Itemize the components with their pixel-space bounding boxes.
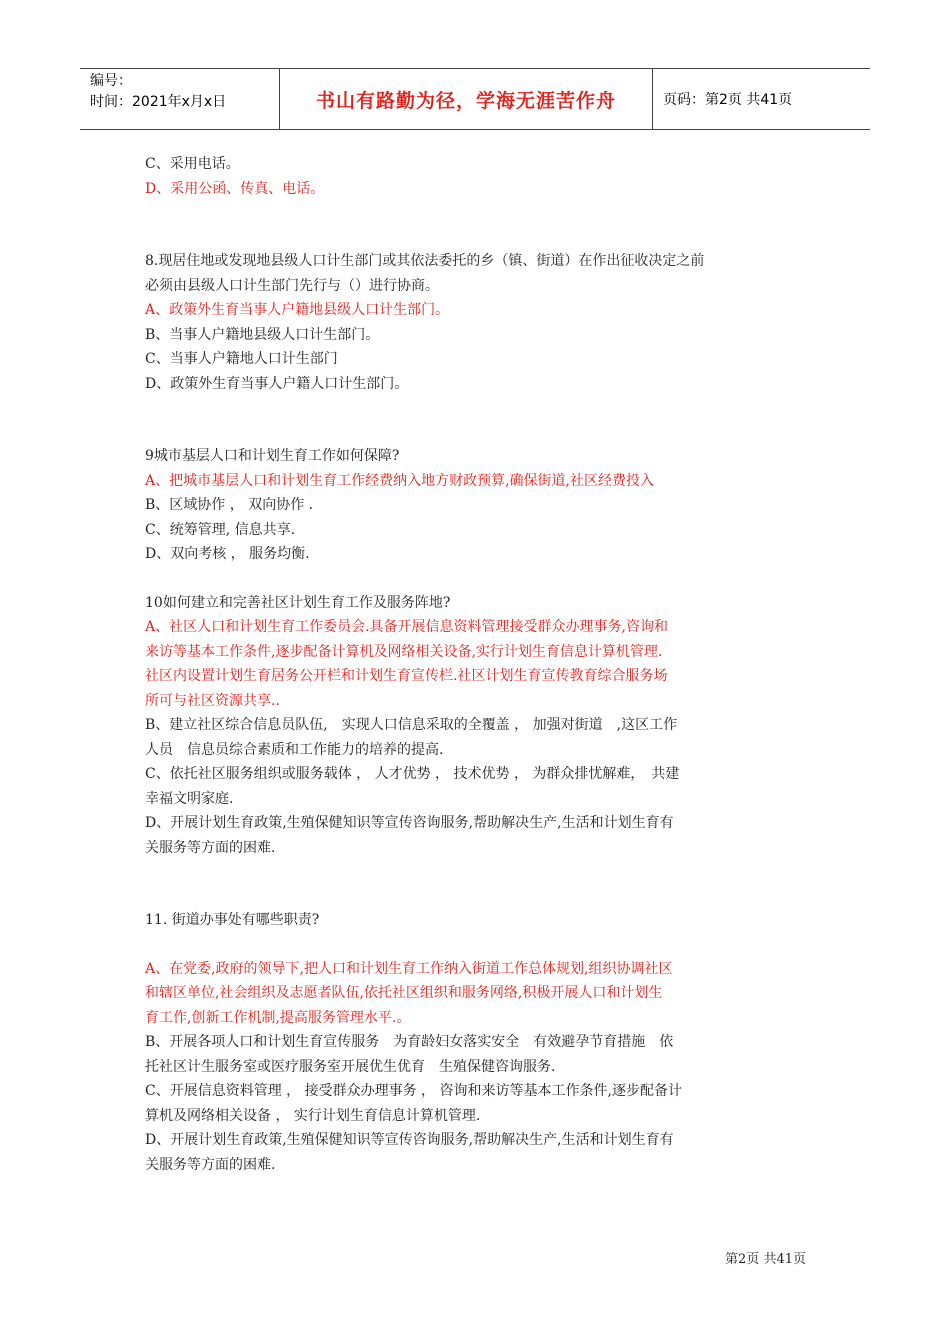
q9-option-b: B、区域协作 ， 双向协作 . [145, 497, 314, 513]
q11-option-c-line2: 算机及网络相关设备 ， 实行计划生育信息计算机管理. [145, 1107, 481, 1124]
q9-option-c: C、统筹管理, 信息共享. [145, 521, 296, 538]
q10-option-b-line1: B、建立社区综合信息员队伍, 实现人口信息采取的全覆盖 ， 加强对街道 ,这区工作 [145, 717, 678, 733]
page-footer: 第2页 共41页 [725, 1252, 806, 1267]
q8-option-d: D、政策外生育当事人户籍人口计生部门。 [145, 375, 409, 392]
q7-option-c: C、采用电话。 [145, 156, 240, 172]
header-page-info: 页码：第2页 共41页 [663, 92, 793, 108]
q11-option-a-line3: 育工作,创新工作机制,提高服务管理水平.。 [145, 1009, 411, 1026]
page-header [80, 68, 870, 130]
code-label: 编号： [90, 73, 132, 89]
q11-option-d-line2: 关服务等方面的困难. [145, 1156, 276, 1173]
q11-option-b-line1: B、开展各项人口和计划生育宣传服务 为育龄妇女落实安全 有效避孕节育措施 依 [145, 1034, 674, 1050]
q9-option-d: D、双向考核 ， 服务均衡. [145, 546, 310, 562]
q10-option-a-line4: 所可与社区资源共享.. [145, 692, 280, 709]
q10-stem: 10如何建立和完善社区计划生育工作及服务阵地? [145, 594, 451, 611]
q8-stem-line1: 8.现居住地或发现地县级人口计生部门或其依法委托的乡（镇、街道）在作出征收决定之前 [145, 253, 705, 269]
header-motto: 书山有路勤为径，学海无涯苦作舟 [280, 69, 653, 129]
q7-option-d-answer: D、采用公函、传真、电话。 [145, 180, 325, 197]
q10-option-d-line1: D、开展计划生育政策,生殖保健知识等宣传咨询服务,帮助解决生产,生活和计划生育有 [145, 815, 674, 831]
q9-option-a-answer: A、把城市基层人口和计划生育工作经费纳入地方财政预算,确保街道,社区经费投入 [145, 472, 655, 489]
q10-option-b-line2: 人员 信息员综合素质和工作能力的培养的提高. [145, 741, 444, 758]
q10-option-a-line1: A、社区人口和计划生育工作委员会.具备开展信息资料管理接受群众办理事务,咨询和 [145, 619, 669, 635]
q8-option-c: C、当事人户籍地人口计生部门 [145, 351, 338, 367]
q11-option-b-line2: 托社区计生服务室或医疗服务室开展优生优育 生殖保健咨询服务. [145, 1058, 556, 1075]
q11-option-c-line1: C、开展信息资料管理 ， 接受群众办理事务 ， 咨询和来访等基本工作条件,逐步配备计 [145, 1083, 682, 1099]
header-meta [80, 69, 280, 129]
q10-option-c-line1: C、依托社区服务组织或服务载体 ， 人才优势 ， 技术优势 ， 为群众排忧解难， 共建 [145, 766, 680, 782]
q11-option-d-line1: D、开展计划生育政策,生殖保健知识等宣传咨询服务,帮助解决生产,生活和计划生育有 [145, 1132, 674, 1148]
time-label: 时间：2021年x月x日 [90, 94, 227, 110]
q10-option-a-line2: 来访等基本工作条件,逐步配备计算机及网络相关设备,实行计划生育信息计算机管理. [145, 643, 663, 660]
q11-option-a-line2: 和辖区单位,社会组织及志愿者队伍,依托社区组织和服务网络,积极开展人口和计划生 [145, 985, 663, 1001]
q9-stem: 9城市基层人口和计划生育工作如何保障? [145, 448, 400, 464]
document-body [145, 152, 815, 1177]
q11-stem: 11. 街道办事处有哪些职责? [145, 912, 320, 928]
q10-option-d-line2: 关服务等方面的困难. [145, 839, 276, 856]
q10-option-a-line3: 社区内设置计划生育居务公开栏和计划生育宣传栏.社区计划生育宣传教育综合服务场 [145, 668, 668, 684]
q8-option-b: B、当事人户籍地县级人口计生部门。 [145, 326, 380, 343]
q8-option-a-answer: A、政策外生育当事人户籍地县级人口计生部门。 [145, 302, 450, 318]
q11-option-a-line1: A、在党委,政府的领导下,把人口和计划生育工作纳入街道工作总体规划,组织协调社区 [145, 960, 673, 977]
q8-stem-line2: 必须由县级人口计生部门先行与（）进行协商。 [145, 277, 439, 294]
q10-option-c-line2: 幸福文明家庭. [145, 790, 234, 807]
